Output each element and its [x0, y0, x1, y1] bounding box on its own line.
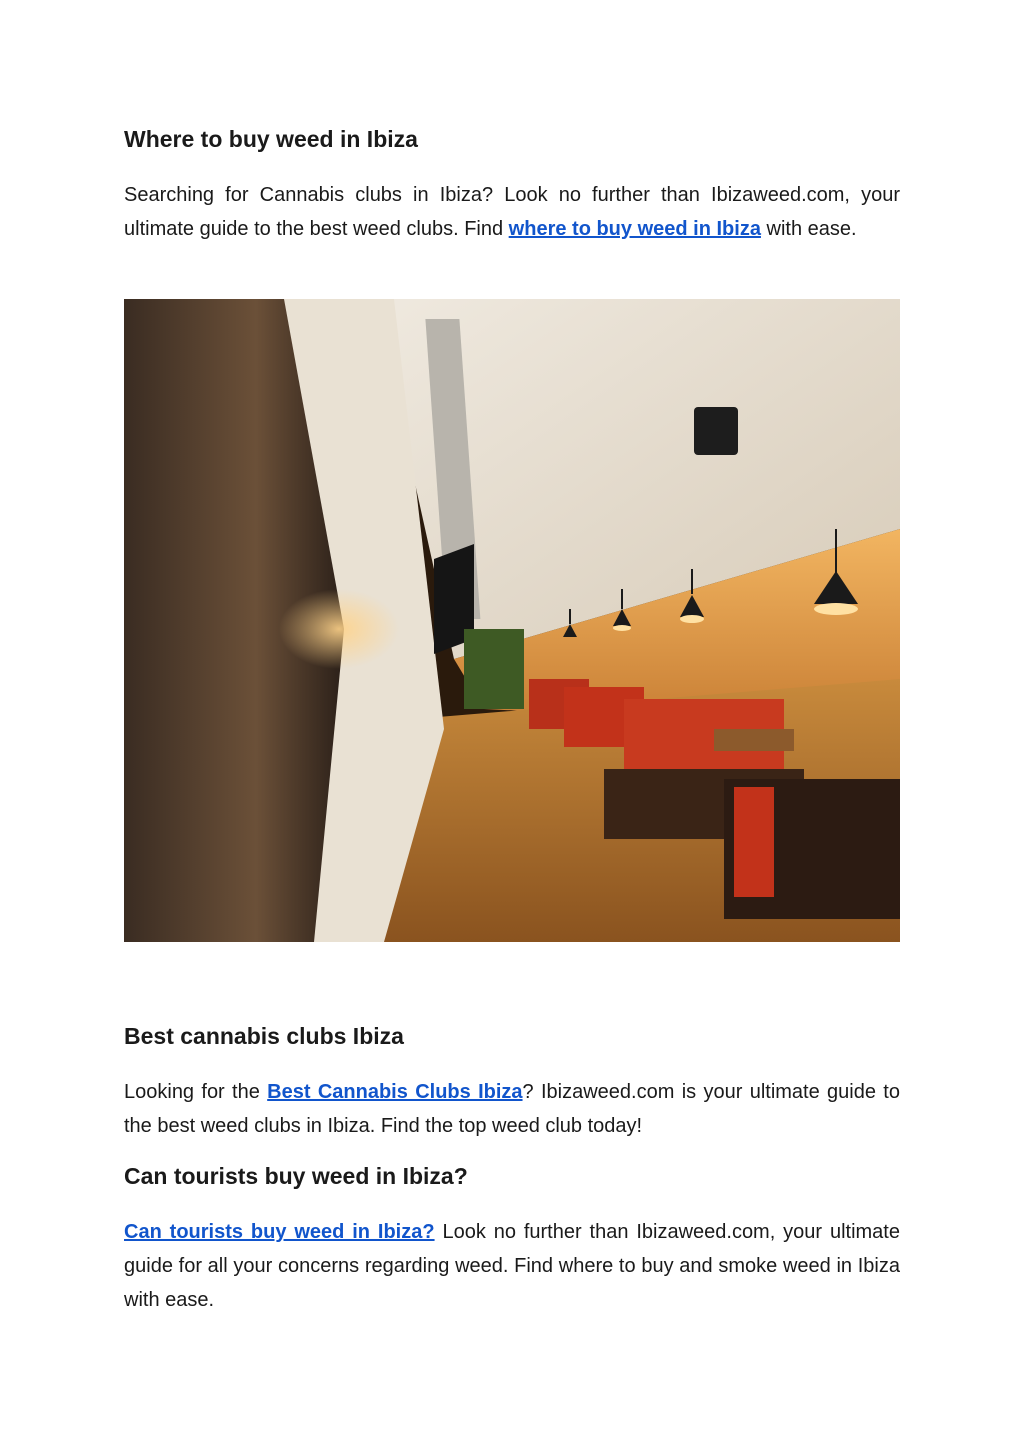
section-heading-where-to-buy: Where to buy weed in Ibiza [124, 126, 418, 152]
link-can-tourists-buy[interactable]: Can tourists buy weed in Ibiza? [124, 1221, 435, 1243]
paragraph-text: Look no further than Ibizaweed.com, your ultimate guide for all your concerns regarding weed. Find where to buy and smoke weed in Ibiza with ease. [124, 1221, 900, 1311]
club-interior-photo [124, 299, 900, 942]
club-interior-illustration [124, 299, 900, 942]
link-best-cannabis-clubs[interactable]: Best Cannabis Clubs Ibiza [267, 1081, 523, 1103]
paragraph-text: Looking for the [124, 1081, 268, 1103]
section-heading-tourists: Can tourists buy weed in Ibiza? [124, 1163, 468, 1189]
link-where-to-buy-weed[interactable]: where to buy weed in Ibiza [508, 218, 761, 240]
paragraph-text: ? Ibizaweed.com is your ultimate guide to the best weed clubs in Ibiza. Find the top weed club today! [124, 1081, 900, 1137]
section-paragraph-tourists [124, 1215, 900, 1317]
paragraph-text: Searching for Cannabis clubs in Ibiza? Look no further than Ibizaweed.com, your ultimate guide to the best weed clubs. Find [124, 184, 900, 240]
paragraph-text: with ease. [760, 218, 857, 240]
section-heading-best-clubs: Best cannabis clubs Ibiza [124, 1023, 404, 1049]
section-paragraph-best-clubs [124, 1075, 900, 1143]
section-paragraph-where-to-buy [124, 178, 900, 246]
